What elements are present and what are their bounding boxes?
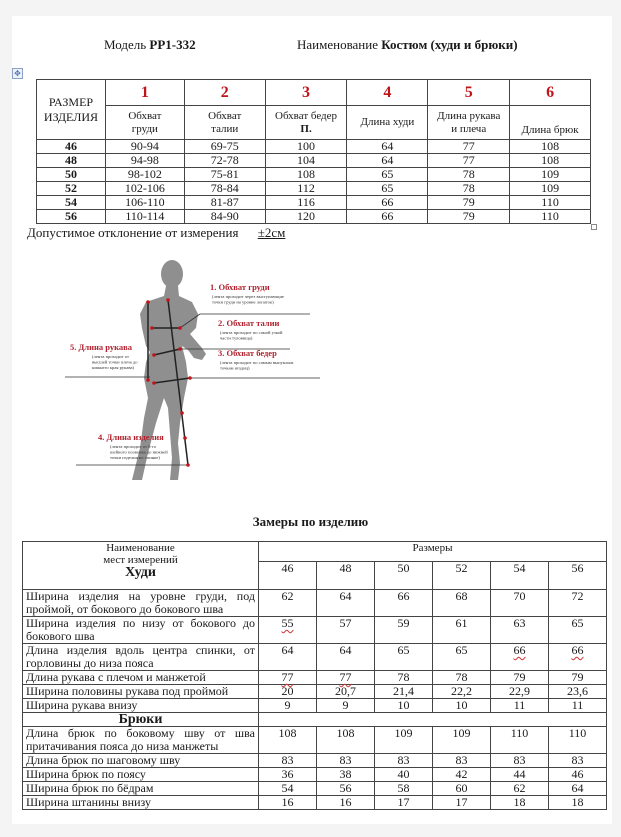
size-row	[37, 140, 591, 154]
figure-label-note: (лента проходит от	[92, 354, 129, 359]
column-header: Обхват груди	[105, 106, 184, 140]
measurement-value: 108	[259, 727, 317, 754]
measurement-value: 21,4	[375, 685, 433, 699]
value-cell: 90-94	[105, 140, 184, 154]
measurement-value: 9	[317, 699, 375, 713]
value-cell: 77	[428, 154, 510, 168]
figure-label-note: точки груди на уровне лопаток)	[212, 299, 274, 305]
size-header-cell: 48	[317, 562, 375, 590]
value-cell: 108	[265, 168, 347, 182]
measurement-value: 70	[491, 590, 549, 617]
sizes-header: Размеры	[259, 542, 607, 562]
figure-label-title: 5. Длина рукава	[70, 342, 133, 352]
value-cell: 65	[347, 168, 428, 182]
measurement-value: 42	[433, 768, 491, 782]
value-cell: 79	[428, 210, 510, 224]
empty-cell	[259, 713, 607, 727]
measurement-value: 46	[549, 768, 607, 782]
value-cell: 104	[265, 154, 347, 168]
tolerance-value: ±2см	[257, 225, 286, 240]
measurement-value: 65	[549, 617, 607, 644]
value-cell: 66	[347, 196, 428, 210]
value-cell: 108	[510, 154, 591, 168]
size-header-cell: 52	[433, 562, 491, 590]
measurement-value: 36	[259, 768, 317, 782]
measurement-value: 17	[375, 796, 433, 810]
measurement-value: 40	[375, 768, 433, 782]
measurement-value: 83	[491, 754, 549, 768]
column-number: 4	[347, 80, 428, 106]
value-cell: 72-78	[184, 154, 265, 168]
measurement-value: 64	[317, 590, 375, 617]
measurement-row	[23, 768, 607, 782]
value-cell: 75-81	[184, 168, 265, 182]
measurement-value: 78	[375, 671, 433, 685]
measurement-label: Ширина рукава внизу	[23, 699, 259, 713]
measurement-label: Ширина брюк по бёдрам	[23, 782, 259, 796]
value-cell: 102-106	[105, 182, 184, 196]
name-column-header: Наименование мест измерений Худи	[23, 542, 259, 590]
value-cell: 81-87	[184, 196, 265, 210]
value-cell: 84-90	[184, 210, 265, 224]
value-cell: 79	[428, 196, 510, 210]
tolerance-label: Допустимое отклонение от измерения	[27, 225, 239, 240]
size-chart-table	[36, 79, 591, 224]
figure-label-note: шейного позвонка до нижней	[110, 449, 168, 455]
measurement-label: Ширина изделия на уровне груди, под проймой, от бокового до бокового шва	[23, 590, 259, 617]
size-row	[37, 210, 591, 224]
value-cell: 110	[510, 210, 591, 224]
value-cell: 106-110	[105, 196, 184, 210]
column-number: 6	[510, 80, 591, 106]
figure-label-note: точки изделия по спинке)	[110, 455, 160, 460]
measurement-value: 83	[375, 754, 433, 768]
measurement-value: 59	[375, 617, 433, 644]
measurement-value: 18	[549, 796, 607, 810]
size-row	[37, 182, 591, 196]
measurement-row	[23, 644, 607, 671]
measurement-value: 77	[317, 671, 375, 685]
figure-label-title: 1. Обхват груди	[210, 282, 270, 292]
figure-label-title: 3. Обхват бедер	[218, 348, 277, 358]
measurement-value: 16	[317, 796, 375, 810]
leader-lines	[65, 314, 320, 465]
product-name-value: Костюм (худи и брюки)	[381, 37, 518, 52]
measurement-value: 83	[549, 754, 607, 768]
size-cell: 54	[37, 196, 106, 210]
measurement-value: 38	[317, 768, 375, 782]
measurement-label: Ширина изделия по низу от бокового до бокового шва	[23, 617, 259, 644]
figure-label-note: (лента проходит от 6-го	[110, 444, 157, 449]
column-header: Длина худи	[347, 106, 428, 140]
size-column-header: РАЗМЕР ИЗДЕЛИЯ	[37, 80, 106, 140]
figure-label	[210, 282, 284, 305]
tolerance-note	[27, 225, 285, 241]
measurement-value: 10	[433, 699, 491, 713]
figure-label-title: 4. Длина изделия	[98, 432, 164, 442]
measurement-value: 22,2	[433, 685, 491, 699]
value-cell: 116	[265, 196, 347, 210]
measurement-value: 78	[433, 671, 491, 685]
value-cell: 64	[347, 154, 428, 168]
measurement-value: 66	[491, 644, 549, 671]
measurement-value: 11	[491, 699, 549, 713]
measurement-row	[23, 699, 607, 713]
column-header: Длина брюк	[510, 106, 591, 140]
measurement-value: 79	[549, 671, 607, 685]
figure-label-note: (лента проходит по самым выпуклым	[220, 360, 294, 365]
measurement-value: 56	[317, 782, 375, 796]
value-cell: 108	[510, 140, 591, 154]
figure-label-note: (лента проходит по самой узкой	[220, 330, 283, 335]
size-header-cell: 56	[549, 562, 607, 590]
measurement-value: 9	[259, 699, 317, 713]
measurement-row	[23, 617, 607, 644]
figure-label-note: высшей точки плеча до	[92, 359, 138, 365]
measurement-value: 62	[259, 590, 317, 617]
measurement-value: 11	[549, 699, 607, 713]
value-cell: 94-98	[105, 154, 184, 168]
measurement-row	[23, 671, 607, 685]
figure-label	[218, 348, 293, 371]
size-cell: 56	[37, 210, 106, 224]
garment-measurements-table	[22, 541, 607, 810]
measurement-value: 110	[549, 727, 607, 754]
measurement-value: 16	[259, 796, 317, 810]
garment-measurements-title: Замеры по изделию	[252, 514, 369, 529]
size-row	[37, 196, 591, 210]
value-cell: 69-75	[184, 140, 265, 154]
measurement-row	[23, 796, 607, 810]
size-row	[37, 154, 591, 168]
measurement-value: 17	[433, 796, 491, 810]
figure-label	[218, 318, 283, 341]
measurement-value: 66	[549, 644, 607, 671]
measurement-value: 63	[491, 617, 549, 644]
measurement-value: 62	[491, 782, 549, 796]
measurement-value: 10	[375, 699, 433, 713]
measurement-value: 44	[491, 768, 549, 782]
measurement-value: 65	[433, 644, 491, 671]
model-value: РР1-332	[149, 37, 196, 52]
measurement-label: Ширина штанины внизу	[23, 796, 259, 810]
figure-label-title: 2. Обхват талии	[218, 318, 280, 328]
measurement-row	[23, 754, 607, 768]
value-cell: 78	[428, 168, 510, 182]
size-row	[37, 168, 591, 182]
measurement-value: 58	[375, 782, 433, 796]
value-cell: 77	[428, 140, 510, 154]
measurement-value: 20	[259, 685, 317, 699]
value-cell: 98-102	[105, 168, 184, 182]
measurement-value: 83	[259, 754, 317, 768]
measurement-label: Длина изделия вдоль центра спинки, от горловины до низа пояса	[23, 644, 259, 671]
size-cell: 48	[37, 154, 106, 168]
model-label: Модель	[104, 37, 147, 52]
measurement-value: 57	[317, 617, 375, 644]
measurement-label: Ширина половины рукава под проймой	[23, 685, 259, 699]
column-number: 2	[184, 80, 265, 106]
measurement-value: 60	[433, 782, 491, 796]
figure-label	[70, 342, 138, 370]
measurement-label: Длина брюк по шаговому шву	[23, 754, 259, 768]
figure-label-note: точкам ягодиц)	[220, 365, 250, 371]
measurement-row	[23, 685, 607, 699]
value-cell: 66	[347, 210, 428, 224]
size-cell: 50	[37, 168, 106, 182]
column-number: 1	[105, 80, 184, 106]
measurement-value: 64	[317, 644, 375, 671]
value-cell: 112	[265, 182, 347, 196]
measurement-value: 64	[259, 644, 317, 671]
size-header-cell: 54	[491, 562, 549, 590]
measurement-value: 22,9	[491, 685, 549, 699]
figure-label	[98, 432, 168, 460]
measurement-value: 110	[491, 727, 549, 754]
measurement-value: 66	[375, 590, 433, 617]
value-cell: 109	[510, 168, 591, 182]
table-resize-handle[interactable]	[591, 224, 597, 230]
measurement-value: 54	[259, 782, 317, 796]
value-cell: 109	[510, 182, 591, 196]
measurement-value: 109	[433, 727, 491, 754]
measurement-value: 77	[259, 671, 317, 685]
measurement-label: Ширина брюк по поясу	[23, 768, 259, 782]
measurement-label: Длина брюк по боковому шву от шва притачивания пояса до низа манжеты	[23, 727, 259, 754]
measurement-value: 64	[549, 782, 607, 796]
measurement-value: 109	[375, 727, 433, 754]
measurement-value: 79	[491, 671, 549, 685]
measurement-value: 18	[491, 796, 549, 810]
value-cell: 78-84	[184, 182, 265, 196]
measurement-value: 108	[317, 727, 375, 754]
value-cell: 100	[265, 140, 347, 154]
value-cell: 120	[265, 210, 347, 224]
measurement-row	[23, 782, 607, 796]
column-number: 3	[265, 80, 347, 106]
size-header-cell: 46	[259, 562, 317, 590]
measurement-value: 83	[433, 754, 491, 768]
measurement-value: 61	[433, 617, 491, 644]
measurement-figure	[60, 258, 330, 480]
section-row	[23, 713, 607, 727]
measurement-value: 68	[433, 590, 491, 617]
measurement-label: Длина рукава с плечом и манжетой	[23, 671, 259, 685]
figure-label-note: части туловища)	[220, 335, 253, 341]
figure-label-note: (лента проходит через выступающие	[212, 294, 284, 299]
column-header: Обхват талии	[184, 106, 265, 140]
section-hoodie-title: Худи	[125, 565, 156, 580]
value-cell: 110	[510, 196, 591, 210]
value-cell: 65	[347, 182, 428, 196]
measurement-value: 23,6	[549, 685, 607, 699]
measurement-value: 20,7	[317, 685, 375, 699]
figure-label-note: нижнего края рукава)	[92, 365, 135, 370]
size-cell: 52	[37, 182, 106, 196]
size-cell: 46	[37, 140, 106, 154]
size-header-cell: 50	[375, 562, 433, 590]
column-header: Обхват бедер П.	[265, 106, 347, 140]
value-cell: 78	[428, 182, 510, 196]
measurement-row	[23, 590, 607, 617]
value-cell: 110-114	[105, 210, 184, 224]
section-title: Брюки	[23, 713, 259, 727]
table-move-handle-icon[interactable]: ✥	[12, 68, 23, 79]
measurement-value: 72	[549, 590, 607, 617]
measurement-value: 83	[317, 754, 375, 768]
product-name-label: Наименование	[297, 37, 378, 52]
value-cell: 64	[347, 140, 428, 154]
model-heading	[104, 37, 196, 53]
column-number: 5	[428, 80, 510, 106]
measurement-value: 65	[375, 644, 433, 671]
product-name-heading	[297, 37, 518, 53]
measurement-value: 55	[259, 617, 317, 644]
measurement-row	[23, 727, 607, 754]
column-header: Длина рукава и плеча	[428, 106, 510, 140]
